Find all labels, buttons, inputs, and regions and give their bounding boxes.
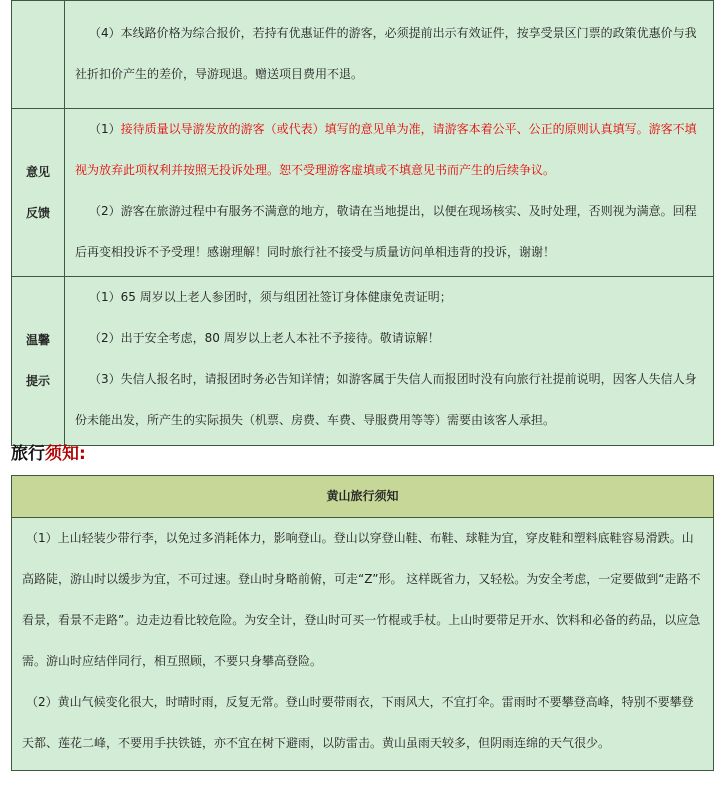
tips-cell xyxy=(65,277,714,446)
notice-header: 黄山旅行须知 xyxy=(12,476,713,518)
tips-row xyxy=(12,277,714,446)
tips-label xyxy=(12,277,65,446)
tips-item-3: （3）失信人报名时，请报团时务必告知详情；如游客属于失信人而报团时没有向旅行社提前说明，因客人失信人身份未能出发，所产生的实际损失（机票、房费、车费、导服费用等等）需要由该客人承担。 xyxy=(75,372,697,427)
section-title xyxy=(11,440,86,468)
feedback-row xyxy=(12,109,714,277)
section-title-red: 须知: xyxy=(45,444,86,464)
price-note-row xyxy=(12,1,714,109)
tips-label-line2: 提示 xyxy=(25,374,50,388)
feedback-label xyxy=(12,109,65,277)
price-note-cell xyxy=(65,1,714,109)
feedback-cell xyxy=(65,109,714,277)
tips-item-1: （1）65 周岁以上老人参团时，须与组团社签订身体健康免责证明； xyxy=(89,290,452,304)
notice-paragraph-1: （1）上山轻装少带行李，以免过多消耗体力，影响登山。登山以穿登山鞋、布鞋、球鞋为宜，穿皮鞋和塑料底鞋容易滑跌。山高路陡，游山时以缓步为宜，不可过速。登山时身略前俯，可走“Z”形。 这样既省力，又轻松。为安全考虑，一定要做到“走路不看景，看景不走路”。边走边看比较危险。为安全计，登山时可买一竹棍或手杖。上山时要带足开水、饮料和必备的药品，以应急需。游山时应结伴同行，相互照顾，不要只身攀高登险。 xyxy=(22,531,701,668)
tips-label-line1: 温馨 xyxy=(25,333,50,347)
feedback-label-line2: 反馈 xyxy=(25,205,50,220)
feedback-item-1-red-text: 接待质量以导游发放的游客（或代表）填写的意见单为准，请游客本着公平、公正的原则认真填写。游客不填视为放弃此项权利并按照无投诉处理。恕不受理游客虚填或不填意见书而产生的后续争议。 xyxy=(75,122,697,177)
feedback-label-line1: 意见 xyxy=(25,164,50,179)
tips-item-2: （2）出于安全考虑，80 周岁以上老人本社不予接待。敬请谅解！ xyxy=(89,331,440,345)
feedback-item-1 xyxy=(75,109,705,191)
notice-paragraph-2: （2）黄山气候变化很大，时晴时雨，反复无常。登山时要带雨衣，下雨风大，不宜打伞。雷雨时不要攀登高峰，特别不要攀登天都、莲花二峰，不要用手扶铁链，亦不宜在树下避雨，以防雷击。黄山虽雨天较多，但阴雨连绵的天气很少。 xyxy=(22,695,694,750)
huangshan-notice-box xyxy=(11,475,714,771)
section-title-black: 旅行 xyxy=(11,444,45,464)
feedback-item-2: （2）游客在旅游过程中有服务不满意的地方，敬请在当地提出，以便在现场核实、及时处理，否则视为满意。回程后再变相投诉不予受理！感谢理解！同时旅行社不接受与质量访问单相违背的投诉，谢谢！ xyxy=(75,204,697,259)
notice-body xyxy=(12,518,713,764)
info-table xyxy=(11,0,714,446)
row-label-empty xyxy=(12,1,65,109)
price-note-text: （4）本线路价格为综合报价，若持有优惠证件的游客，必须提前出示有效证件，按享受景区门票的政策优惠价与我社折扣价产生的差价，导游现退。赠送项目费用不退。 xyxy=(75,26,697,81)
feedback-item-1-prefix: （1） xyxy=(89,122,121,136)
